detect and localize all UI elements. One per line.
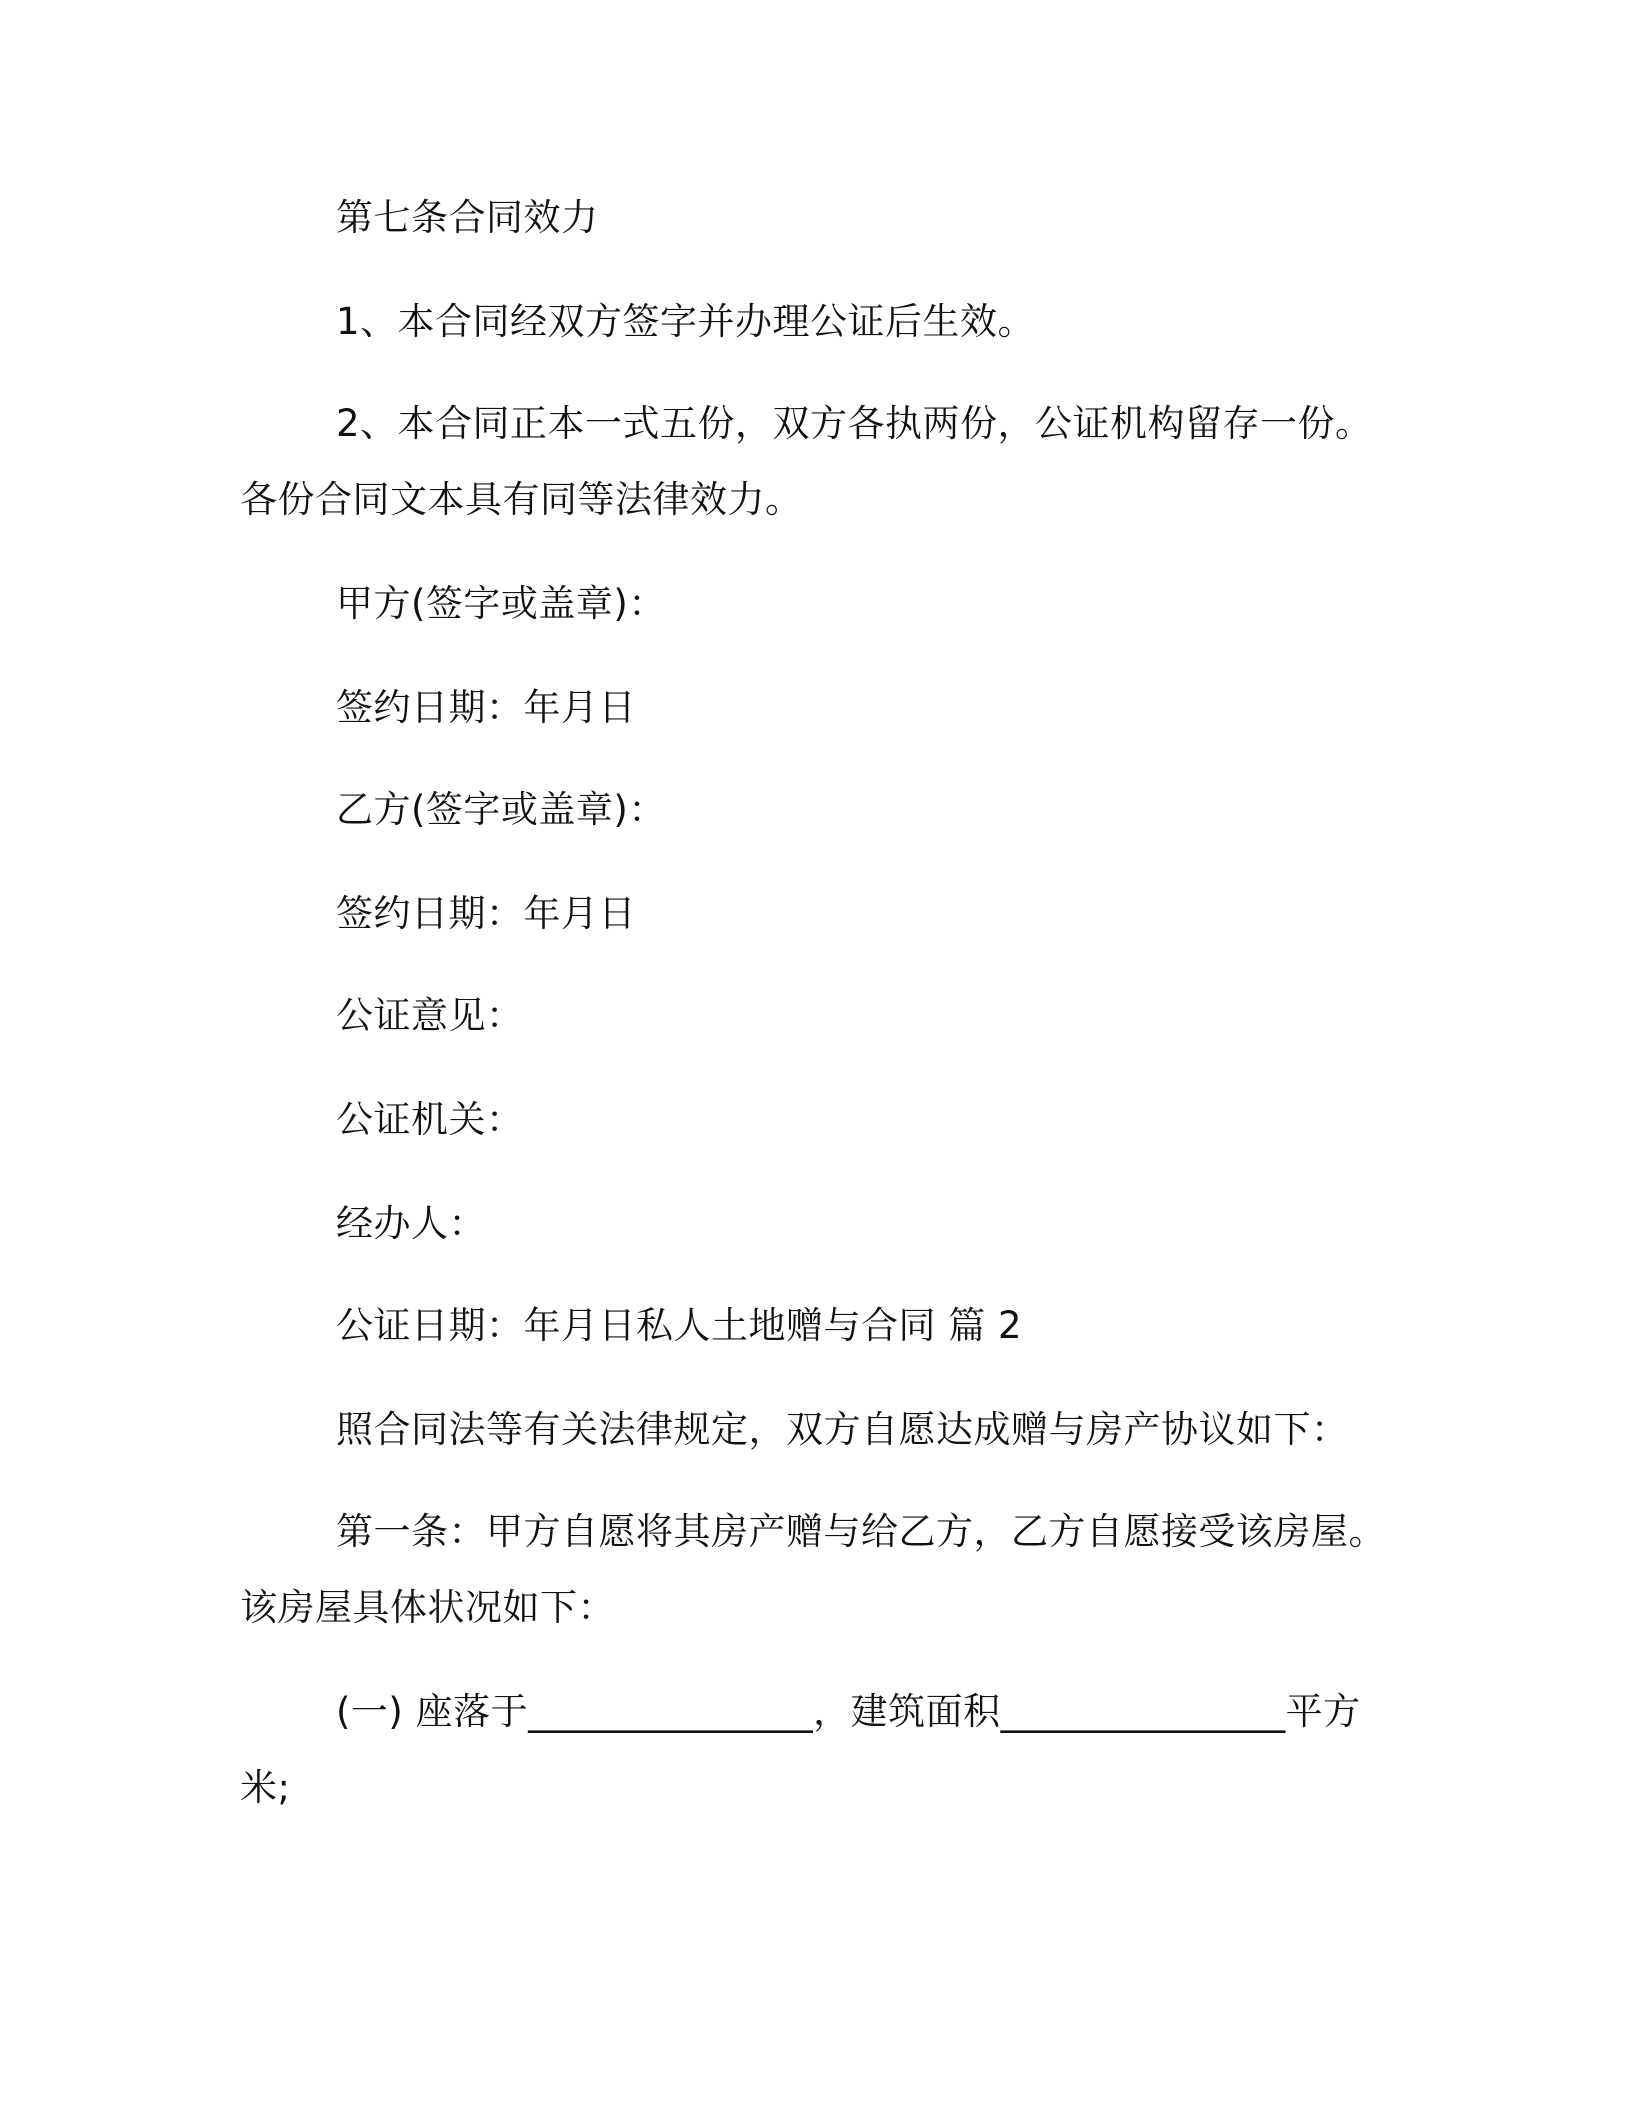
article-1-text-line2: 该房屋具体状况如下： <box>240 1586 615 1629</box>
notary-date-and-section-title: 公证日期：年月日私人土地赠与合同 篇 2 <box>336 1304 1023 1347</box>
property-location-line2: 米; <box>240 1766 291 1809</box>
property-location-line1: (一) 座落于_______________，建筑面积_______________平方 <box>336 1690 1361 1733</box>
notary-office-label: 公证机关： <box>336 1098 524 1141</box>
article-7-heading: 第七条合同效力 <box>336 196 599 239</box>
clause-2-text-line1: 2、本合同正本一式五份，双方各执两份，公证机构留存一份。 <box>336 402 1373 445</box>
party-a-sign-date-label: 签约日期：年月日 <box>336 686 636 729</box>
party-b-sign-date-label: 签约日期：年月日 <box>336 892 636 935</box>
article-1-text-line1: 第一条：甲方自愿将其房产赠与给乙方，乙方自愿接受该房屋。 <box>336 1510 1386 1553</box>
party-a-signature-label: 甲方(签字或盖章)： <box>336 582 666 625</box>
handler-label: 经办人： <box>336 1202 486 1245</box>
party-b-signature-label: 乙方(签字或盖章)： <box>336 788 666 831</box>
notary-opinion-label: 公证意见： <box>336 994 524 1037</box>
clause-1-text: 1、本合同经双方签字并办理公证后生效。 <box>336 300 1036 343</box>
agreement-intro-text: 照合同法等有关法律规定，双方自愿达成赠与房产协议如下： <box>336 1408 1349 1451</box>
clause-2-text-line2: 各份合同文本具有同等法律效力。 <box>240 478 803 521</box>
